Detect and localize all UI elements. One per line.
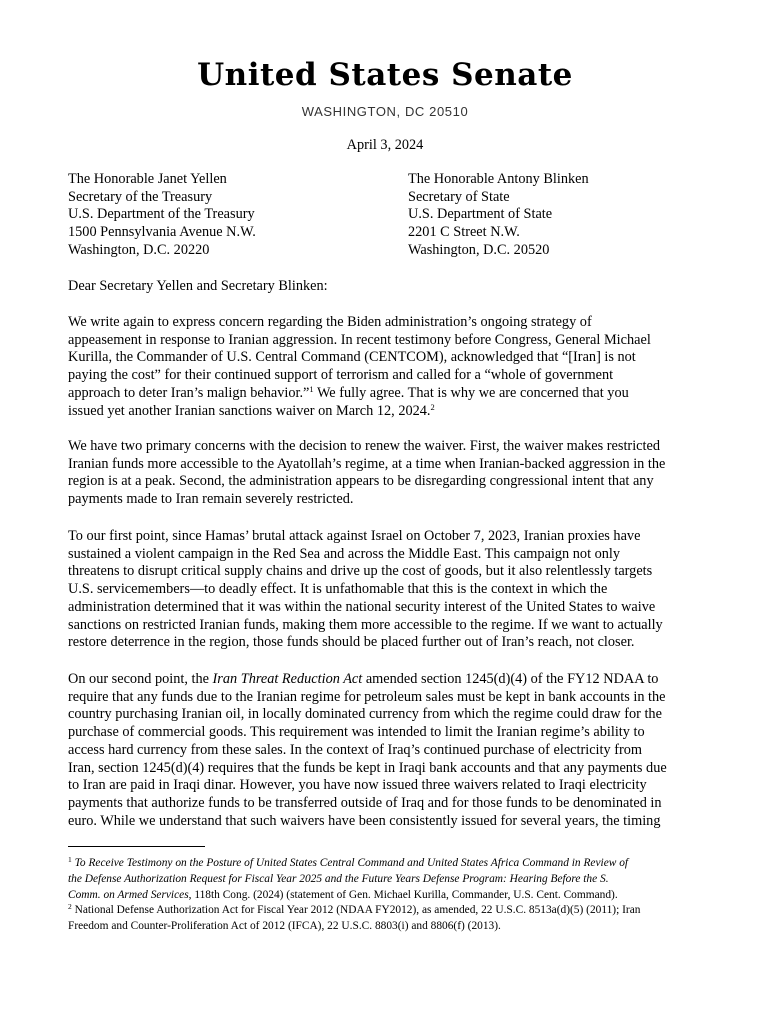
paragraph-2 <box>68 438 704 509</box>
paragraph-line: to Iran are paid in Iraqi dinar. However, you have now issued three waivers related to Iraqi electricity <box>68 777 647 794</box>
letterhead-title: United States Senate <box>197 57 573 93</box>
footnote-text: the Defense Authorization Request for Fiscal Year 2025 and the Future Years Defense Program: Hearing Before the S. <box>68 872 609 885</box>
paragraph-line <box>68 403 704 421</box>
recipient-line: Washington, D.C. 20220 <box>68 241 210 258</box>
line-text: We fully agree. That is why we are concerned that you <box>313 384 629 401</box>
recipient-left <box>68 171 256 260</box>
paragraph-line: sanctions on restricted Iranian funds, making them more accessible to the regime. If we want to actually <box>68 616 663 633</box>
footnote-line <box>68 872 708 888</box>
paragraph-4 <box>68 671 704 830</box>
paragraph-1 <box>68 314 704 420</box>
recipient-right <box>408 171 589 260</box>
footnote-text: To Receive Testimony on the Posture of United States Central Command and United States Africa Command in Review of <box>74 857 629 869</box>
footnote-text: , 118th Cong. (2024) (statement of Gen. Michael Kurilla, Commander, U.S. Cent. Command). <box>188 888 618 901</box>
recipient-line: U.S. Department of State <box>408 206 553 223</box>
letter-date: April 3, 2024 <box>346 137 424 153</box>
recipient-line: 2201 C Street N.W. <box>408 224 520 241</box>
paragraph-line: threatens to disrupt critical supply chains and drive up the cost of goods, but it also relentlessly targets <box>68 563 653 580</box>
paragraph-line: We have two primary concerns with the decision to renew the waiver. First, the waiver makes restricted <box>68 438 660 454</box>
footnote-line <box>68 888 708 904</box>
footnote-line <box>68 856 708 872</box>
paragraph-line: payments that authorize funds to be transferred outside of Iraq and for those funds to be denominated in <box>68 794 662 811</box>
footnote-number: 2 <box>68 902 72 911</box>
paragraph-line: require that any funds due to the Iranian regime for petroleum sales must be kept in bank accounts in the <box>68 688 666 705</box>
paragraph-line: administration determined that it was within the national security interest of the United States to waive <box>68 598 656 615</box>
line-text: amended section 1245(d)(4) of the FY12 NDAA to <box>362 671 659 687</box>
line-text: On our second point, the <box>68 671 213 687</box>
paragraph-line: restore deterrence in the region, those funds should be placed further out of Iran’s reach, not closer. <box>68 634 635 651</box>
paragraph-line: paying the cost” for their continued support of terrorism and called for a “whole of government <box>68 367 614 384</box>
recipient-line: U.S. Department of the Treasury <box>68 206 255 223</box>
paragraph-line: purchase of commercial goods. This requirement was intended to limit the Iranian regime’s ability to <box>68 724 645 741</box>
letterhead-address: WASHINGTON, DC 20510 <box>301 104 469 119</box>
footnote-mark[interactable]: 2 <box>430 401 435 412</box>
act-title: Iran Threat Reduction Act <box>212 671 363 687</box>
recipient-line: The Honorable Janet Yellen <box>68 171 227 187</box>
recipient-line: Secretary of the Treasury <box>68 188 213 205</box>
paragraph-line: We write again to express concern regarding the Biden administration’s ongoing strategy of <box>68 314 592 330</box>
footnote-mark[interactable]: 1 <box>309 383 314 394</box>
paragraph-line: Iran, section 1245(d)(4) requires that the funds be kept in Iraqi bank accounts and that any payments due <box>68 759 667 776</box>
paragraph-line: appeasement in response to Iranian aggression. In recent testimony before Congress, General Michael <box>68 331 651 348</box>
paragraph-line: payments made to Iran remain severely restricted. <box>68 491 354 508</box>
line-text: issued yet another Iranian sanctions waiver on March 12, 2024. <box>68 402 431 419</box>
salutation: Dear Secretary Yellen and Secretary Blinken: <box>68 278 328 294</box>
recipient-line: The Honorable Antony Blinken <box>408 171 589 187</box>
paragraph-line: U.S. servicemembers—to deadly effect. It is unfathomable that this is the context in which the <box>68 581 608 598</box>
recipient-line: 1500 Pennsylvania Avenue N.W. <box>68 224 256 241</box>
paragraph-line: country purchasing Iranian oil, in locally dominated currency from which the regime could draw for the <box>68 706 662 723</box>
paragraph-line: To our first point, since Hamas’ brutal attack against Israel on October 7, 2023, Iranian proxies have <box>68 528 641 544</box>
footnote-number: 1 <box>68 855 72 864</box>
footnote-divider <box>68 846 205 847</box>
letterhead <box>0 56 770 119</box>
recipient-line: Secretary of State <box>408 188 510 205</box>
footnote-line <box>68 903 708 919</box>
footnote-text: Comm. on Armed Services <box>68 888 189 901</box>
paragraph-3 <box>68 528 704 652</box>
paragraph-line: Kurilla, the Commander of U.S. Central Command (CENTCOM), acknowledged that “[Iran] is not <box>68 349 636 366</box>
footnote-text: National Defense Authorization Act for Fiscal Year 2012 (NDAA FY2012), as amended, 22 U.S.C. 8513a(d)(5) (2011); Iran <box>74 904 641 916</box>
paragraph-line: access hard currency from these sales. In the context of Iraq’s continued purchase of electricity from <box>68 741 643 758</box>
paragraph-line: Iranian funds more accessible to the Ayatollah’s regime, at a time when Iranian-backed aggression in the <box>68 455 666 472</box>
paragraph-line: region is at a peak. Second, the administration appears to be disregarding congressional intent that any <box>68 473 654 490</box>
line-text: approach to deter Iran’s malign behavior.” <box>68 384 310 401</box>
paragraph-line: euro. While we understand that such waivers have been consistently issued for several years, the timing <box>68 812 661 829</box>
paragraph-line: sustained a violent campaign in the Red Sea and across the Middle East. This campaign not only <box>68 545 621 562</box>
recipient-line: Washington, D.C. 20520 <box>408 241 550 258</box>
footnote-1 <box>68 856 708 903</box>
footnote-line: Freedom and Counter-Proliferation Act of 2012 (IFCA), 22 U.S.C. 8803(i) and 8806(f) (2013). <box>68 919 501 932</box>
paragraph-line <box>68 385 704 403</box>
footnote-2 <box>68 903 708 935</box>
paragraph-line <box>68 671 704 689</box>
